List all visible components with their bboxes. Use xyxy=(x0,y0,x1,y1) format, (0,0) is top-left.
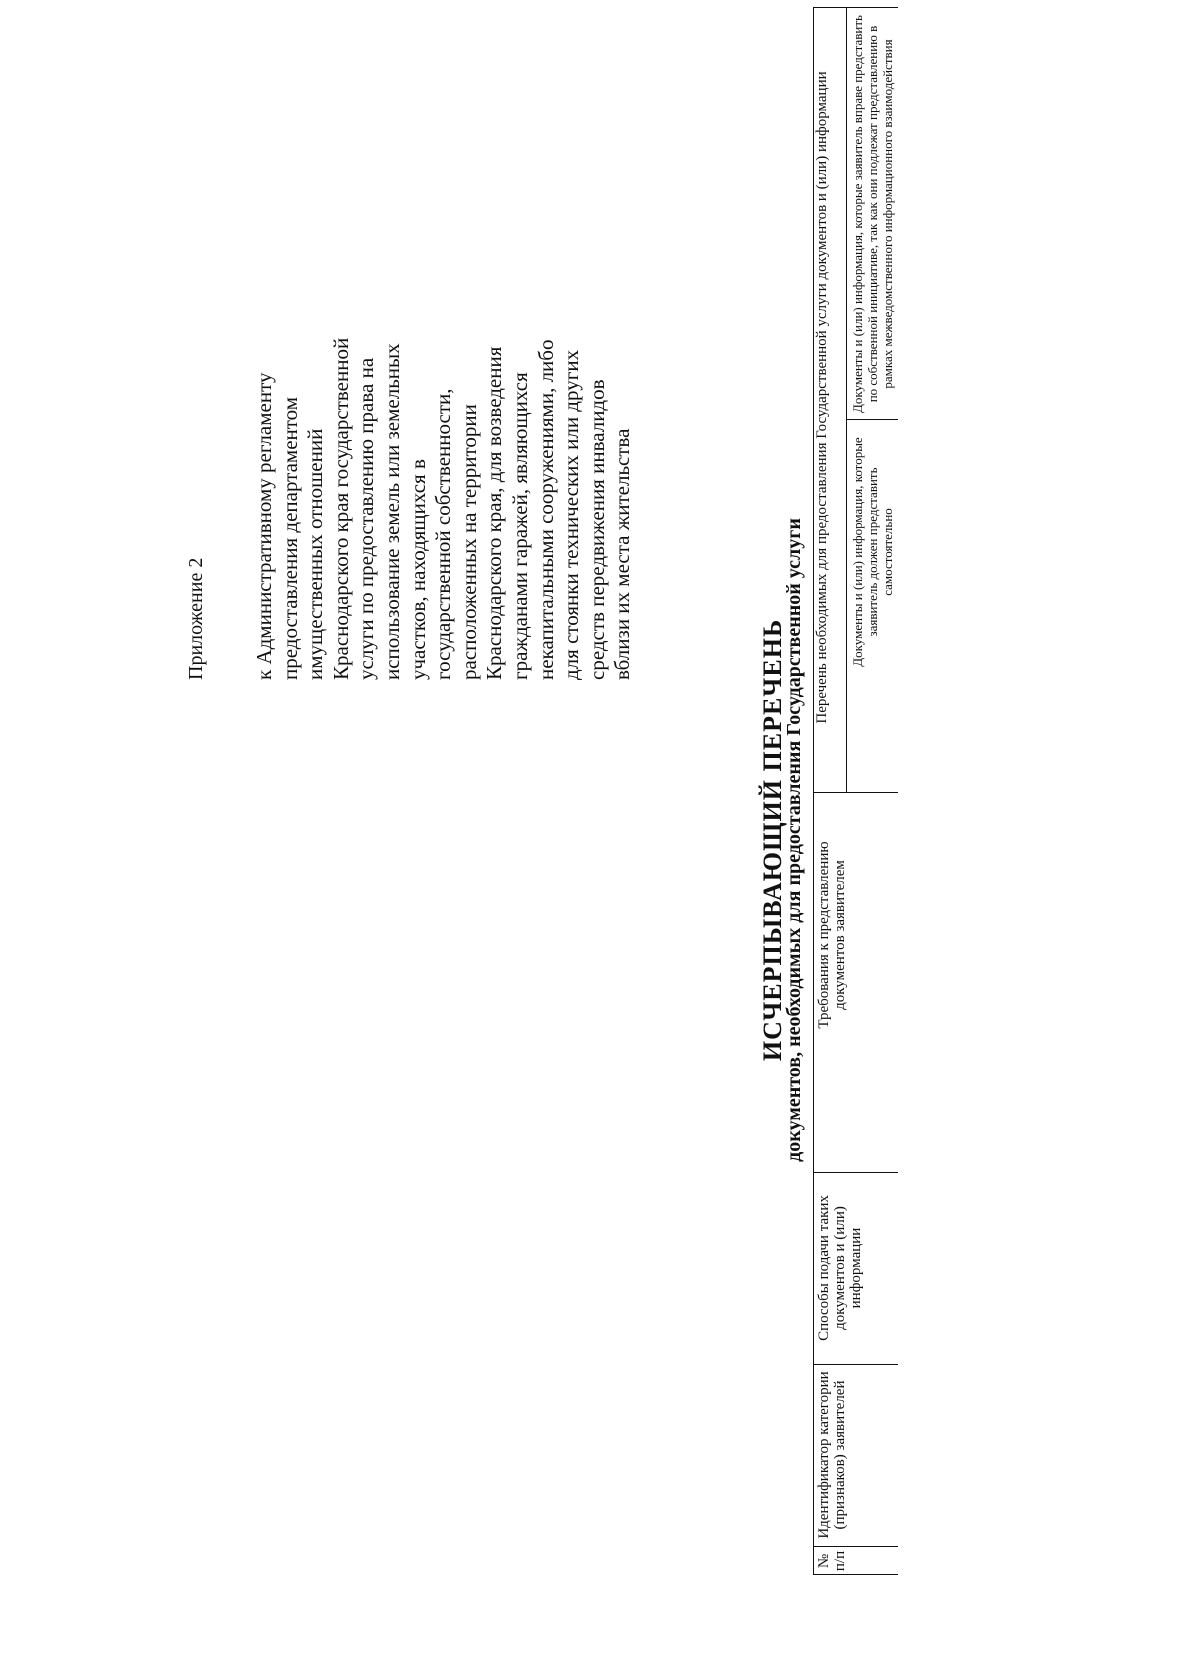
appendix-title: Приложение 2 xyxy=(185,557,207,680)
documents-table xyxy=(813,7,898,1575)
appendix-line: вблизи их места жительства xyxy=(610,428,635,680)
header-submission-methods: Способы подачи таких документов и (или) информации xyxy=(816,1195,864,1341)
appendix-line: для стоянки технических или других xyxy=(559,349,584,680)
table-column-divider xyxy=(813,1364,898,1365)
appendix-line: гражданами гаражей, являющихся xyxy=(507,372,532,680)
table-column-divider xyxy=(813,1172,898,1173)
list-heading: ИСЧЕРПЫВАЮЩИЙ ПЕРЕЧЕНЬ xyxy=(758,618,787,1062)
table-column-divider xyxy=(813,792,898,793)
header-documents-self: Документы и (или) информация, которые заявитель должен представить самостоятельно xyxy=(850,437,895,667)
appendix-line: государственной собственности, xyxy=(431,388,456,680)
header-submission-requirements: Требования к представлению документов заявителем xyxy=(816,841,848,1029)
table-border-right xyxy=(813,7,898,8)
table-column-divider xyxy=(846,419,898,420)
appendix-line: к Административному регламенту xyxy=(252,372,276,680)
table-group-divider xyxy=(846,7,847,793)
appendix-line: предоставления департаментом xyxy=(277,396,302,680)
appendix-line: участков, находящихся в xyxy=(405,459,430,680)
header-applicant-category: Идентификатор категории (признаков) заявителей xyxy=(816,1371,848,1539)
appendix-line: услуги по предоставлению права на xyxy=(354,357,379,680)
table-border-left xyxy=(813,1574,898,1575)
appendix-line: использование земель или земельных xyxy=(379,343,404,680)
header-documents-interagency: Документы и (или) информация, которые заявитель вправе представить по собственной инициативе, так как они подлежат представлению в рамках межведомственного информационного взаимодействия xyxy=(850,15,895,413)
table-column-divider xyxy=(813,1546,898,1547)
appendix-text xyxy=(252,40,636,680)
appendix-line: Краснодарского края государственной xyxy=(328,337,353,680)
appendix-line: некапитальными сооружениями, либо xyxy=(533,339,558,680)
appendix-line: Краснодарского края, для возведения xyxy=(482,346,507,680)
header-required-documents-group: Перечень необходимых для предоставления Государственной услуги документов и (или) информации xyxy=(814,71,830,724)
appendix-line: имущественных отношений xyxy=(303,428,328,680)
appendix-line: расположенных на территории xyxy=(456,404,481,680)
list-subheading: документов, необходимых для предоставления Государственной услуги xyxy=(783,518,805,1162)
appendix-line: средств передвижения инвалидов xyxy=(584,379,609,680)
header-number: № п/п xyxy=(816,1550,848,1572)
